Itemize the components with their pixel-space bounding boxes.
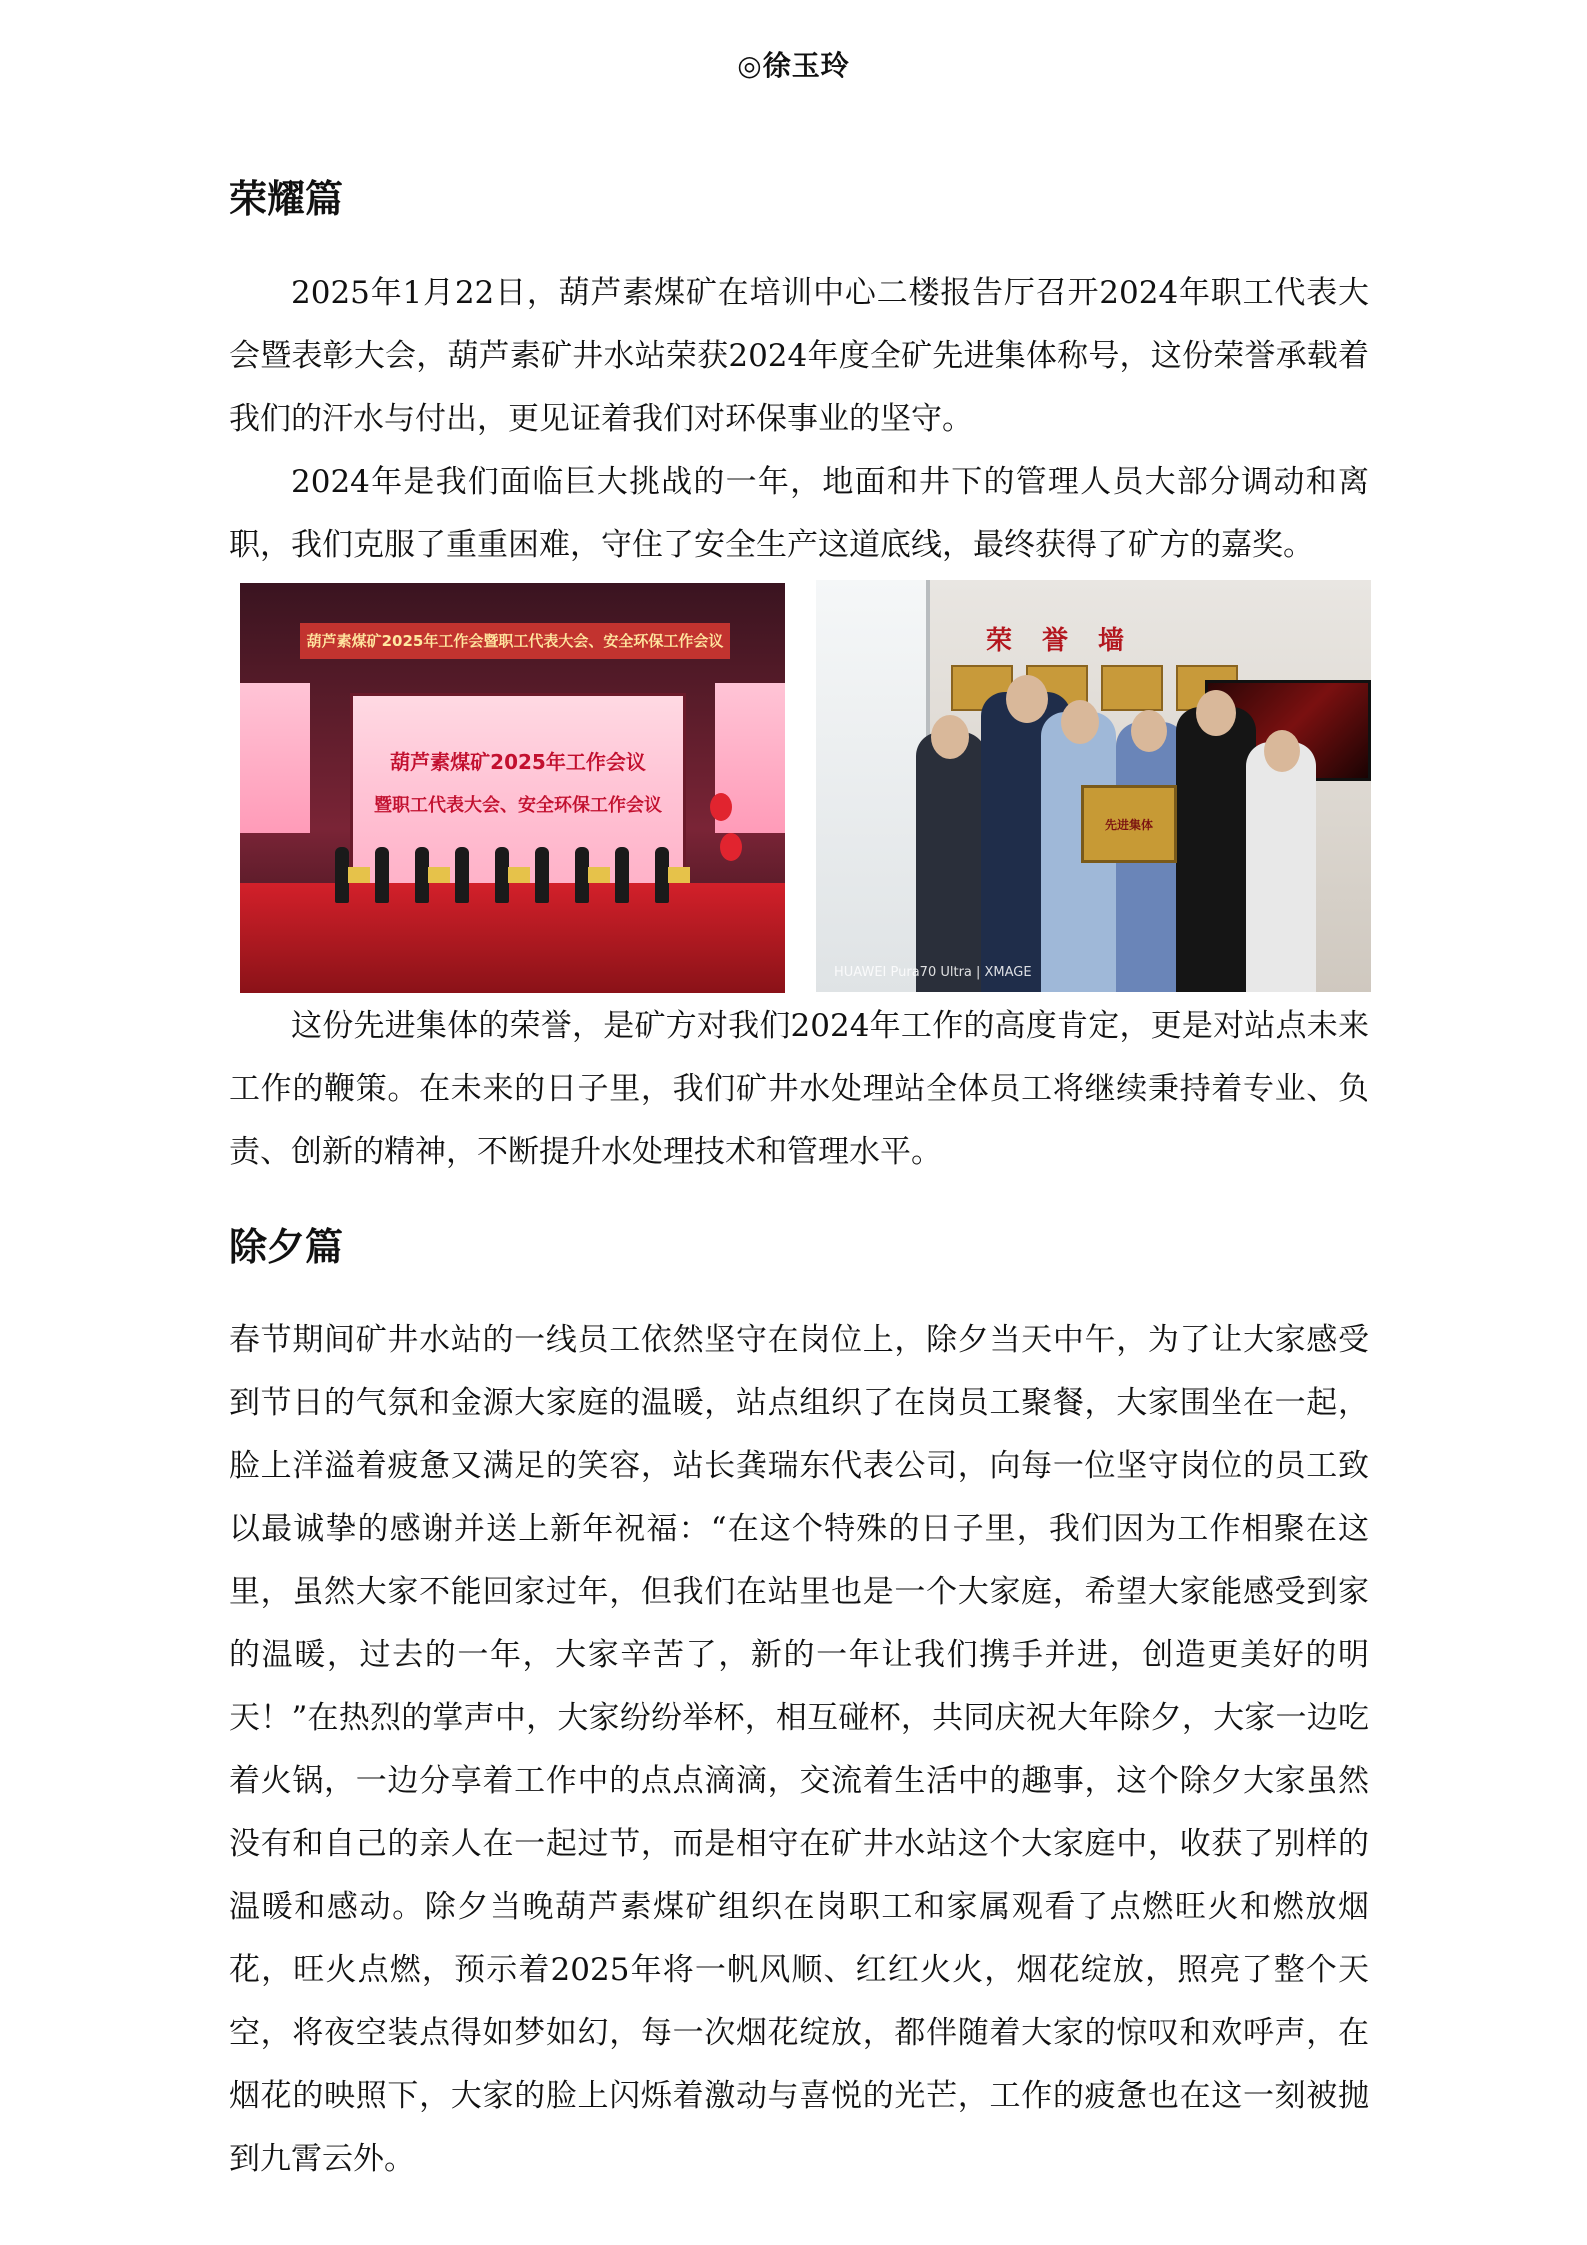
honor-wall-title: 荣誉墙 bbox=[986, 626, 1155, 656]
stage-floor bbox=[240, 883, 785, 993]
stage-banner: 葫芦素煤矿2025年工作会暨职工代表大会、安全环保工作会议 bbox=[300, 623, 730, 659]
author-header: ◎徐玉玲 bbox=[737, 49, 850, 82]
section-title-honor: 荣耀篇 bbox=[229, 176, 344, 221]
award-plaque-icon bbox=[508, 867, 530, 883]
person-head bbox=[1131, 710, 1167, 752]
person-figure bbox=[335, 847, 349, 903]
person-figure bbox=[375, 847, 389, 903]
honor-paragraph-3: 这份先进集体的荣誉，是矿方对我们2024年工作的高度肯定，更是对站点未来工作的鞭策。在未来的日子里，我们矿井水处理站全体员工将继续秉持着专业、负责、创新的精神，不断提升水处理技术和管理水平。 bbox=[229, 1008, 1369, 1170]
person-figure bbox=[1176, 707, 1256, 992]
camera-watermark: HUAWEI Pura70 Ultra | XMAGE bbox=[834, 965, 1032, 980]
award-plaque-icon bbox=[348, 867, 370, 883]
person-figure bbox=[455, 847, 469, 903]
person-figure bbox=[655, 847, 669, 903]
stage-screen-line-2: 暨职工代表大会、安全环保工作会议 bbox=[374, 795, 662, 816]
section-title-new-years-eve: 除夕篇 bbox=[229, 1224, 344, 1269]
stage-screen-line-1: 葫芦素煤矿2025年工作会议 bbox=[390, 750, 646, 774]
person-figure bbox=[535, 847, 549, 903]
person-head bbox=[1196, 690, 1236, 736]
person-head bbox=[1264, 730, 1300, 772]
award-plaque-icon bbox=[428, 867, 450, 883]
lantern-icon bbox=[710, 793, 732, 821]
new-years-eve-paragraph: 春节期间矿井水站的一线员工依然坚守在岗位上，除夕当天中午，为了让大家感受到节日的气氛和金源大家庭的温暖，站点组织了在岗员工聚餐，大家围坐在一起，脸上洋溢着疲惫又满足的笑容，站长龚瑞东代表公司，向每一位坚守岗位的员工致以最诚挚的感谢并送上新年祝福：“在这个特殊的日子里，我们因为工作相聚在这里，虽然大家不能回家过年，但我们在站里也是一个大家庭，希望大家能感受到家的温暖，过去的一年，大家辛苦了，新的一年让我们携手并进，创造更美好的明天！”在热烈的掌声中，大家纷纷举杯，相互碰杯，共同庆祝大年除夕，大家一边吃着火锅，一边分享着工作中的点点滴滴，交流着生活中的趣事，这个除夕大家虽然没有和自己的亲人在一起过节，而是相守在矿井水站这个大家庭中，收获了别样的温暖和感动。除夕当晚葫芦素煤矿组织在岗职工和家属观看了点燃旺火和燃放烟花，旺火点燃，预示着2025年将一帆风顺、红红火火，烟花绽放，照亮了整个天空，将夜空装点得如梦如幻，每一次烟花绽放，都伴随着大家的惊叹和欢呼声，在烟花的映照下，大家的脸上闪烁着激动与喜悦的光芒，工作的疲惫也在这一刻被抛到九霄云外。 bbox=[229, 1322, 1369, 2177]
person-head bbox=[1061, 700, 1099, 744]
person-figure bbox=[415, 847, 429, 903]
person-figure bbox=[615, 847, 629, 903]
honor-wall-group-photo bbox=[816, 580, 1371, 992]
person-figure bbox=[495, 847, 509, 903]
window bbox=[816, 580, 930, 992]
side-screen-left bbox=[240, 683, 310, 833]
person-figure bbox=[916, 732, 986, 992]
plaque-text: 先进集体 bbox=[1104, 818, 1153, 832]
person-head bbox=[931, 715, 969, 759]
wall-certificate-icon bbox=[1101, 665, 1163, 711]
person-head bbox=[1006, 675, 1048, 723]
award-plaque-icon bbox=[588, 867, 610, 883]
person-figure bbox=[575, 847, 589, 903]
person-figure bbox=[1246, 742, 1316, 992]
honor-paragraph-1: 2025年1月22日，葫芦素煤矿在培训中心二楼报告厅召开2024年职工代表大会暨表彰大会，葫芦素矿井水站荣获2024年度全矿先进集体称号，这份荣誉承载着我们的汗水与付出，更见证着我们对环保事业的坚守。 bbox=[229, 275, 1369, 437]
held-award-plaque bbox=[1081, 785, 1177, 863]
conference-stage-photo bbox=[240, 583, 785, 993]
award-plaque-icon bbox=[668, 867, 690, 883]
lantern-icon bbox=[720, 833, 742, 861]
honor-paragraph-2: 2024年是我们面临巨大挑战的一年，地面和井下的管理人员大部分调动和离职，我们克服了重重困难，守住了安全生产这道底线，最终获得了矿方的嘉奖。 bbox=[229, 464, 1369, 563]
